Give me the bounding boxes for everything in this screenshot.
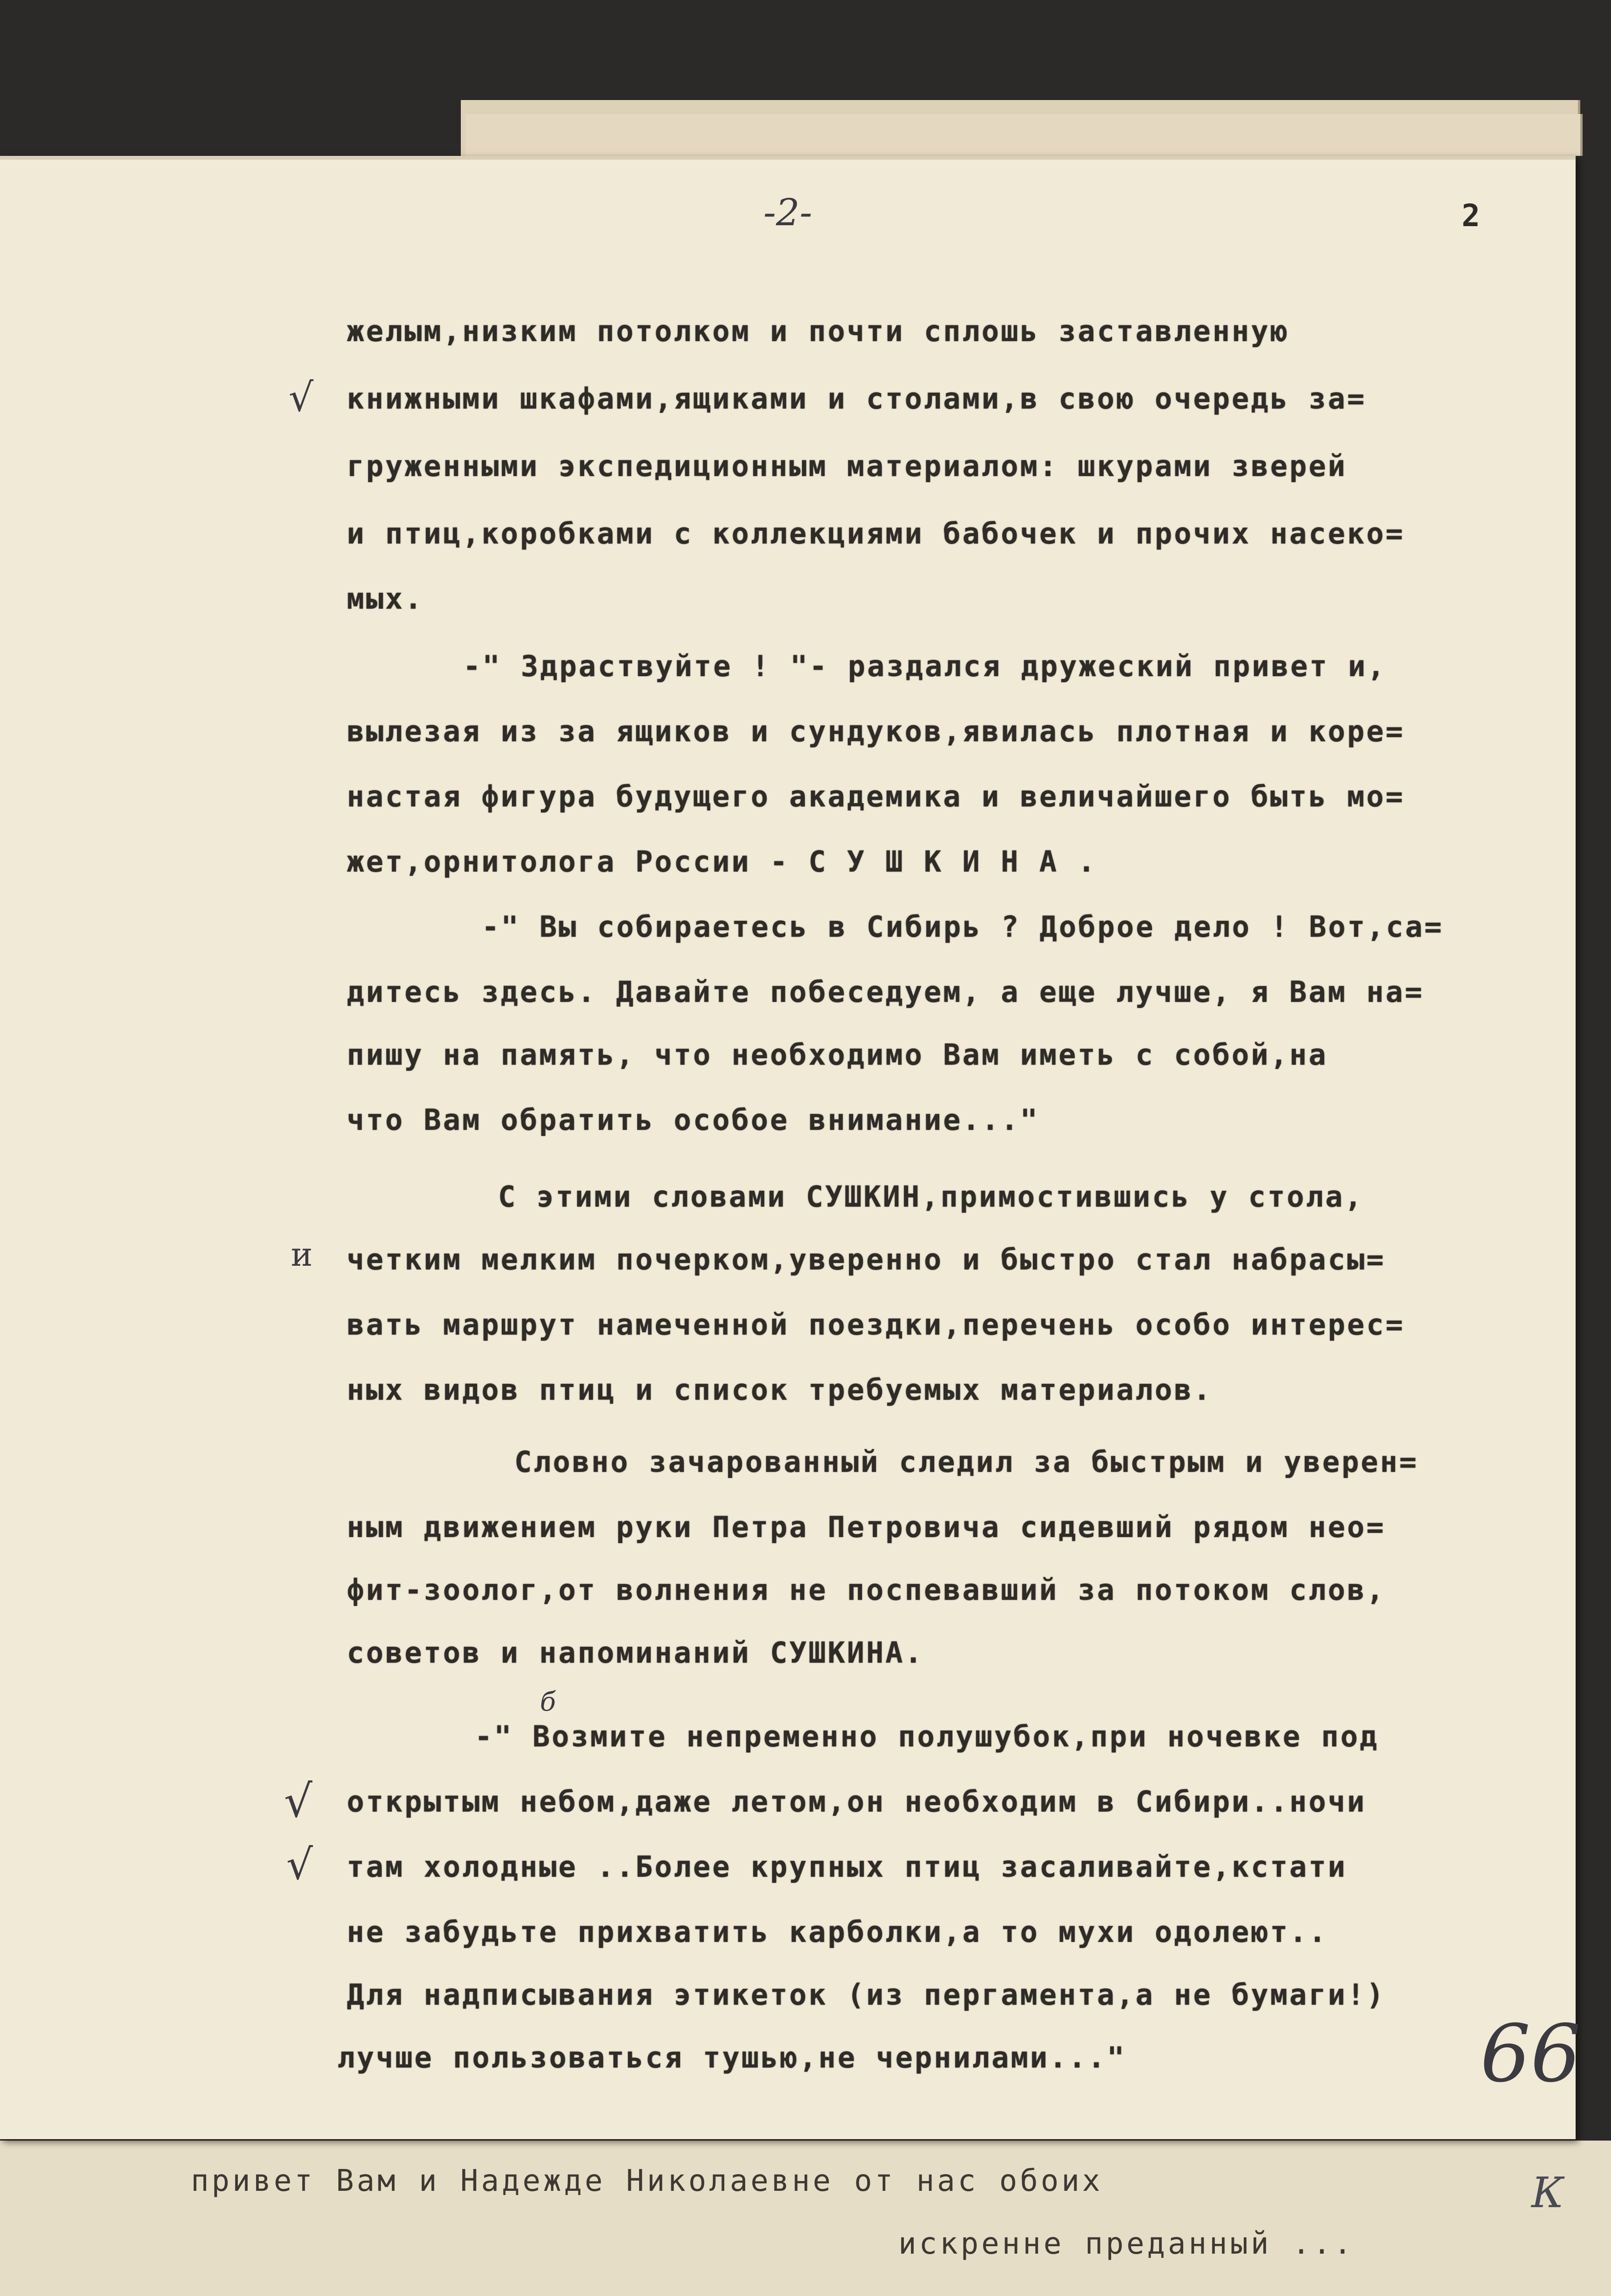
text-line: Словно зачарованный следил за быстрым и уверен=: [514, 1445, 1419, 1479]
text-line: мых.: [347, 582, 424, 616]
text-line: -" Возмите непременно полушубок,при ночевке под: [475, 1719, 1379, 1753]
text-line: настая фигура будущего академика и величайшего быть мо=: [347, 779, 1405, 813]
text-line: фит-зоолог,от волнения не поспевавший за потоком слов,: [347, 1573, 1386, 1607]
text-line: открытым небом,даже летом,он необходим в Сибири..ночи: [347, 1785, 1367, 1819]
check-mark: √: [284, 1775, 313, 1827]
text-line: -" Здраствуйте ! "- раздался дружеский привет и,: [463, 649, 1387, 683]
text-line: лучше пользоваться тушью,не чернилами...": [337, 2041, 1126, 2074]
text-line: -" Вы собираетесь в Сибирь ? Доброе дело ! Вот,са=: [482, 910, 1444, 944]
typed-page-number: 2: [1462, 198, 1480, 234]
document-page: [0, 156, 1581, 2139]
underlying-folio-mark: К: [1531, 2168, 1567, 2217]
text-line: что Вам обратить особое внимание...": [347, 1103, 1039, 1137]
handwritten-folio-number: 66: [1480, 2008, 1581, 2100]
text-line: четким мелким почерком,уверенно и быстро стал набрасы=: [347, 1242, 1386, 1276]
text-line: Для надписывания этикеток (из пергамента,а не бумаги!): [347, 1978, 1386, 2012]
text-line: ных видов птиц и список требуемых материалов.: [347, 1373, 1213, 1407]
text-line: и птиц,коробками с коллекциями бабочек и прочих насеко=: [347, 517, 1405, 551]
handwritten-page-number: -2-: [763, 191, 812, 234]
text-line: груженными экспедиционным материалом: шкурами зверей: [347, 449, 1348, 483]
underlying-line-2: искренне преданный ...: [898, 2227, 1355, 2261]
paper-stack-edge: [465, 114, 1583, 156]
handwritten-insert: б: [540, 1687, 556, 1717]
text-line: там холодные ..Более крупных птиц засаливайте,кстати: [347, 1850, 1348, 1884]
underlying-line-1: привет Вам и Надежде Николаевне от нас обоих: [191, 2164, 1103, 2198]
text-line: С этими словами СУШКИН,примостившись у стола,: [498, 1180, 1364, 1214]
text-line: дитесь здесь. Давайте побеседуем, а еще лучше, я Вам на=: [347, 975, 1424, 1009]
text-line: советов и напоминаний СУШКИНА.: [347, 1636, 924, 1670]
text-line: ным движением руки Петра Петровича сидевший рядом нео=: [347, 1510, 1386, 1544]
check-mark: √: [286, 1840, 313, 1889]
margin-letter: и: [291, 1235, 313, 1274]
check-mark: √: [289, 375, 314, 420]
text-line: жет,орнитолога России - С У Ш К И Н А .: [347, 845, 1097, 879]
text-line: вылезая из за ящиков и сундуков,явилась плотная и коре=: [347, 714, 1405, 748]
text-line: желым,низким потолком и почти сплошь заставленную: [347, 314, 1290, 348]
underlying-sheet: [0, 2141, 1611, 2296]
text-line: вать маршрут намеченной поездки,перечень особо интерес=: [347, 1308, 1405, 1342]
text-line: пишу на память, что необходимо Вам иметь с собой,на: [347, 1038, 1328, 1072]
text-line: книжными шкафами,ящиками и столами,в свою очередь за=: [347, 382, 1367, 416]
text-line: не забудьте прихватить карболки,а то мухи одолеют..: [347, 1915, 1328, 1949]
